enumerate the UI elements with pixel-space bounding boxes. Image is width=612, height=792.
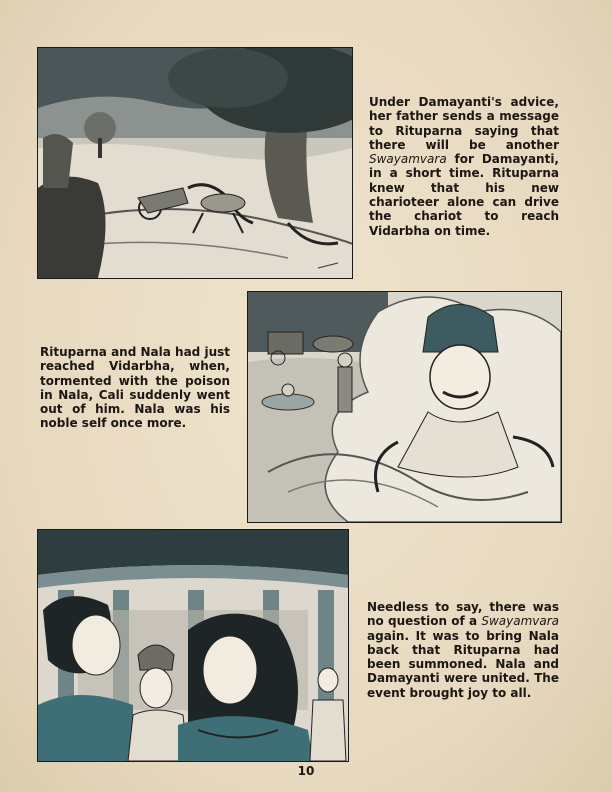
illustration-cali-leaves-nala	[247, 291, 562, 523]
page-number: 10	[297, 764, 315, 778]
caption-italic-term: Swayamvara	[481, 614, 559, 629]
illustration-chariot-race	[37, 47, 353, 279]
caption-panel-1: Under Damayanti's advice, her father sends a message to Rituparna saying that there will be another Swayamvara for Damayanti, in a short time. Rituparna knew that his new charioteer alone can drive the chariot to reach Vidarbha on time.	[369, 95, 559, 238]
caption-panel-3: Needless to say, there was no question of a Swayamvara again. It was to bring Nala back that Rituparna had been summoned. Nala and Damayanti were united. The event brought joy to all.	[367, 600, 559, 700]
chariot-race-drawing	[38, 48, 352, 278]
illustration-nala-damayanti-united	[37, 529, 349, 762]
caption-panel-2: Rituparna and Nala had just reached Vidarbha, when, tormented with the poison in Nala, Cali suddenly went out of him. Nala was his noble self once more.	[40, 345, 230, 431]
reunion-drawing	[38, 530, 348, 761]
caption-italic-term: Swayamvara	[369, 152, 447, 167]
cali-drawing	[248, 292, 561, 522]
